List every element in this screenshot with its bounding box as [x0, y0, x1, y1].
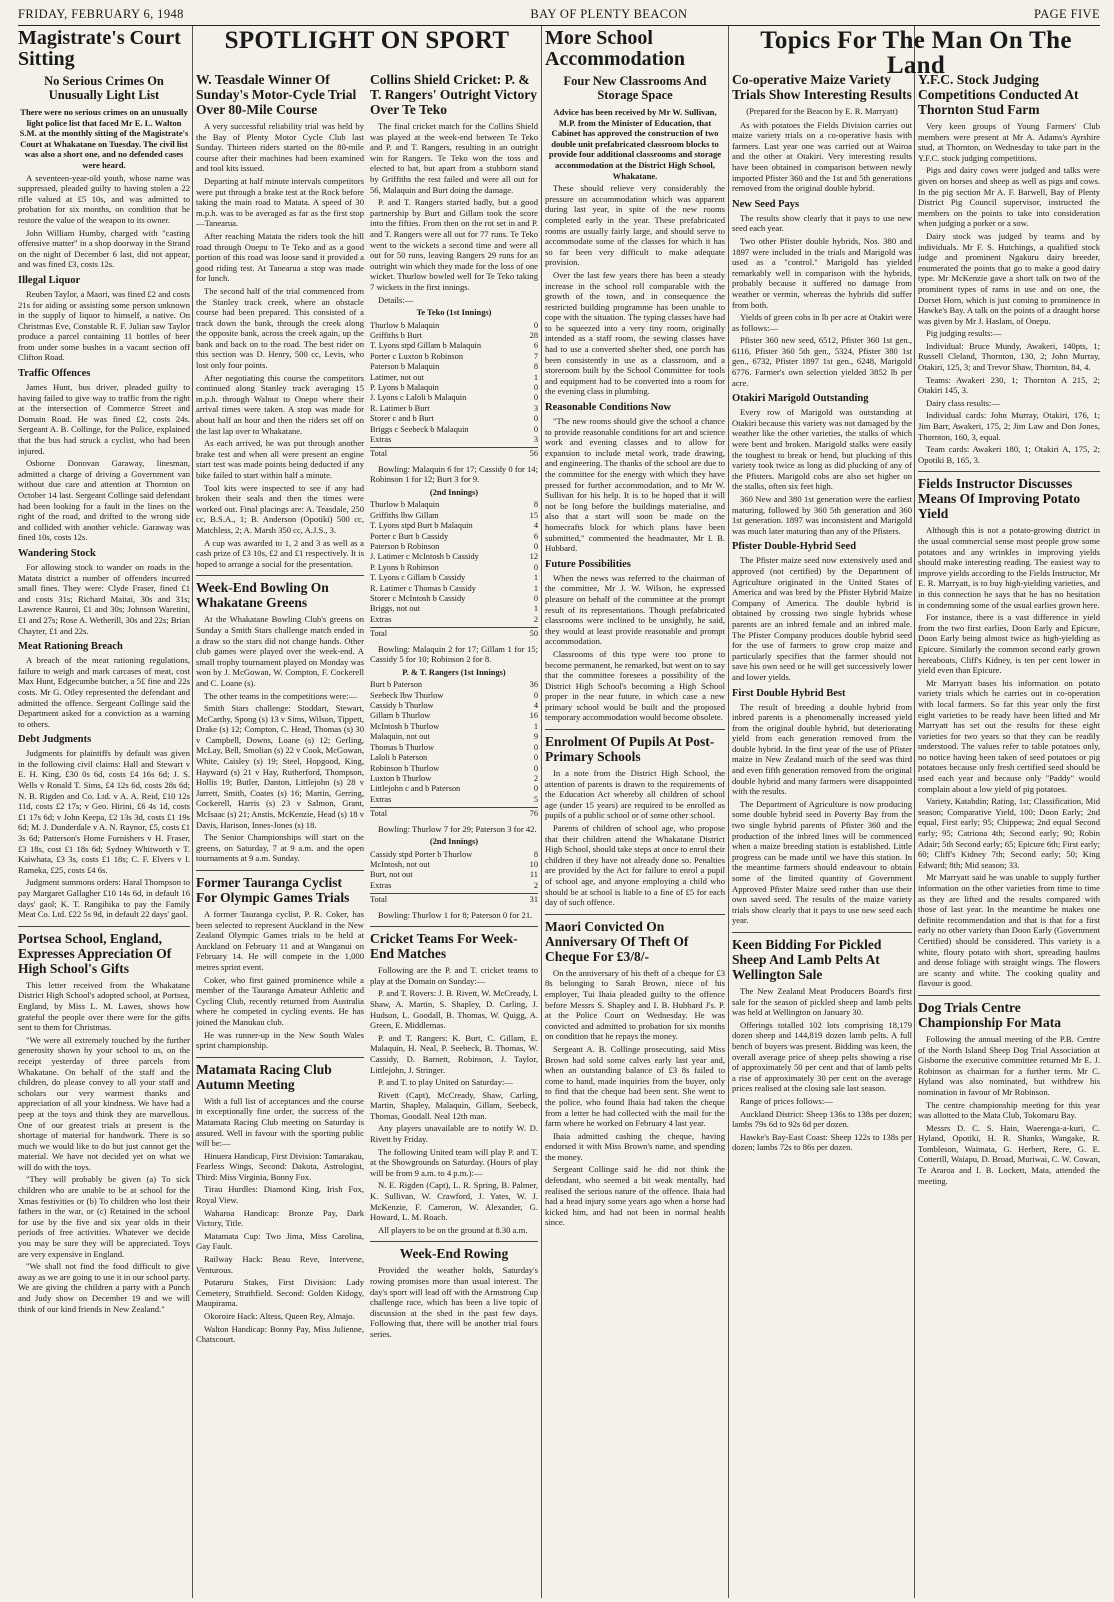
batsman-name: Briggs, not out [370, 604, 421, 614]
batting-row [370, 362, 538, 372]
headline-racing: Matamata Racing Club Autumn Meeting [196, 1057, 364, 1092]
paragraph: Provided the weather holds, Saturday's rowing promises more than usual interest. The day's sport will lead off with the Armstrong Cup challenge race, which has been a live topic of discussion at the shed in the past few days. Following that, there will be another trial fours series. [370, 1265, 538, 1339]
scorecard-te-teko-1 [370, 308, 538, 460]
batsman-name: R. Latimer b Burt [370, 403, 430, 413]
column-rule [541, 26, 542, 1598]
paragraph: "The new rooms should give the school a chance to provide reasonable conditions for art and science work and evening classes and to allow for expansion to include metal work, trade drawing, and engineering. The thanks of the school are due to the committee for the energy with which they have pressed for further accommodation, and to Mr W. Sullivan for his help. It is to be hoped that it will not be long before the buildings materialise, and also that a start will soon be made on the homecrafts block for which plans have been submitted," commented the headmaster, Mr I. B. Hubbard. [545, 416, 725, 554]
runs-value: 8 [533, 500, 538, 510]
paragraph: A former Tauranga cyclist, P. R. Coker, has been selected to represent Auckland in the New Zealand Olympic Games trials to be held at Auckland on February 11 and at Wanganui on February 14. He will compete in the 1,000 metres sprint event. [196, 909, 364, 972]
runs-value: 10 [529, 859, 538, 869]
runs-value: 0 [533, 753, 538, 763]
paragraph: Sergeant A. B. Collinge prosecuting, said Miss Brown had sold some calves early last year and, when an outstanding balance of £3 8s failed to come to hand, made inquiries from the buyer, only to find that the cheque had been sent. She went to the police, who found Ihaia had taken the cheque from a letter he had collected with the mail for the farm where he worked on February 4 last year. [545, 1043, 725, 1129]
batting-row [370, 552, 538, 562]
runs-value: 28 [529, 330, 538, 340]
batting-row [370, 795, 538, 805]
paragraph: A very successful reliability trial was held by the Bay of Plenty Motor Cycle Club last Sunday. Thirteen riders started on the 80-mile course after their machines had been examined and tool kits issued. [196, 121, 364, 174]
headline-maori-convicted: Maori Convicted On Anniversary Of Theft Of Cheque For £3/8/- [545, 914, 725, 964]
paragraph: Offerings totalled 102 lots comprising 18,179 dozen sheep and 144,819 dozen lamb pelts. A full bench of buyers was present. Bidding was keen, the overall average price of sheep pelts showing a rise of approximately 50 per cent and that of lamb pelts a rise of approximately 30 per cent on the average prices realised at the closing sale last season. [732, 1019, 912, 1094]
batting-row [370, 615, 538, 625]
scorecard-title: (2nd Innings) [429, 487, 479, 497]
batsman-name: Malaquin, not out [370, 732, 430, 742]
paragraph: The Senior Championships will start on the greens, on Saturday, 7 at 9 a.m. and the open tournaments at 9 a.m. Sunday. [196, 832, 364, 864]
paragraph: Departing at half minute intervals competitors were put through a brake test at the Rock before taking the main road to Matata. A speed of 30 m.p.h. was to be averaged as far as the first stop—Tanearua. [196, 175, 364, 229]
paragraph: Parents of children of school age, who propose that their children attend the Whakatane District High School, should take steps at once to enrol their children if they have not already done so. Penalties are provided by the Act for failure to enrol a pupil of school age, and anyone employing a child who should be at school is liable to a fine of £5 for each day of such offence. [545, 823, 725, 908]
paragraph: Mr Marryatt said he was unable to supply further information on the other varieties from time to time as they are lifted and the results compared with those of last year. In the meantime he makes one definite recommendation and that is that for a first early no other variety than Doon Early (Government Certified) should be considered. This variety is a white, floury potato with short, spreading haulms and dense foliage with straight wings. The flowers are scanty and white. The cooking quality and flavour is good. [918, 872, 1100, 989]
paragraph: The final cricket match for the Collins Shield was played at the week-end between Te Teko and P. and T. Rangers, resulting in an outright win for Rangers. Te Teko won the toss and elected to bat, but apart from a stubborn stand by Griffiths the rest failed and were all out for 56, Malaquin and Burt doing the damage. [370, 121, 538, 195]
paragraph: The result of breeding a double hybrid from inbred parents is a phenomenally increased yield from the original double hybrid, but deteriorating yield from each generation removed from the double hybrid. In the first year of the use of Pfister maize in New Zealand much of the seed was third and even fifth generation removed from the original double hybrid and many farmers were disappointed with the results. [732, 701, 912, 797]
paragraph: Matamata Cup: Two Jima, Miss Carolina, Gay Fault. [196, 1230, 364, 1252]
batsman-name: R. Latimer c Thomas b Cassidy [370, 583, 476, 593]
issue-date: FRIDAY, FEBRUARY 6, 1948 [18, 7, 184, 21]
paragraph: After negotiating this course the competitors continued along Stanley track averaging 15 m.p.h. through Walnut to Onepo where their arrival times were taken. A stop was made for about half an hour and then the riders set off on the last lap over to Whakatane. [196, 372, 364, 436]
headline-pelts: Keen Bidding For Pickled Sheep And Lamb Pelts At Wellington Sale [732, 932, 912, 982]
runs-value: 1 [533, 721, 538, 731]
paragraph: As each arrived, he was put through another brake test and when all were present an engine start test was made points being deducted if any bike failed to start within half a minute. [196, 438, 364, 480]
paragraph: The second half of the trial commenced from the Stanley track creek, where an obstacle course had been prepared. This consisted of a track down the bank, through the creek along the opposite bank, across the creek again, up the bank and back on to the road. The best rider on this section was D. Henry, 500 cc, Levis, who lost only four points. [196, 285, 364, 371]
batsman-name: Extras [370, 880, 392, 890]
batting-row [370, 784, 538, 794]
runs-value: 36 [529, 680, 538, 690]
total-value: 50 [529, 629, 538, 639]
paragraph: Bowling: Malaquin 2 for 17; Gillam 1 for 15; Cassidy 5 for 10; Robinson 2 for 8. [370, 643, 538, 665]
batsman-name: Briggs c Seebeck b Malaquin [370, 424, 469, 434]
runs-value: 0 [533, 320, 538, 330]
sidehead: First Double Hybrid Best [732, 687, 846, 699]
batting-row [370, 321, 538, 331]
paragraph: Judgment summons orders: Haral Thompson to pay Margaret Gallagher £10 14s 6d, in default 16 days' gaol; K. T. Rangihika to pay the Family Meat Co. Ltd. £22 5s 9d, in default 22 days' gaol. [18, 877, 190, 920]
paragraph: These should relieve very considerably the pressure on accommodation which was apparent during last year, in spite of the new rooms completed early in the year. These prefabricated rooms are usually fairly large, and should serve to accommodate some of the classes for which it has so far been very difficult to make adequate provision. [545, 183, 725, 268]
runs-value: 0 [533, 742, 538, 752]
paragraph: John William Humby, charged with "casting offensive matter" in a shop doorway in the Strand on the night of December 6 last, did not appear, and was fined £3, costs 12s. [18, 227, 190, 270]
paper-name: BAY OF PLENTY BEACON [530, 7, 688, 21]
batsman-name: J. Lyons c Laloli b Malaquin [370, 393, 467, 403]
runs-value: 0 [533, 562, 538, 572]
paragraph: Ihaia admitted cashing the cheque, having endorsed it with Miss Brown's name, and spending the money. [545, 1130, 725, 1162]
paragraph: Variety, Katahdin; Rating, 1st; Classification, Mid season; Comparative Yield, 100; Doon Early; 2nd equal, First early; 95; Chippewa; 2nd equal Second early; 95; Catriona 4th; Second early; 90; Robin Adair; 5th Second early; 65; Epicure 6th; First early; 60; Cliff's Kidney 7th; Second early; 50; King Edward; 8th; Mid season; 33. [918, 796, 1100, 870]
batting-row [370, 594, 538, 604]
batsman-name: T. Lyons stpd Gillam b Malaquin [370, 341, 482, 351]
batting-row [370, 604, 538, 614]
headline-yfc: Y.F.C. Stock Judging Competitions Conducted At Thornton Stud Farm [918, 72, 1079, 117]
batsman-name: Storer c McIntosh b Cassidy [370, 594, 466, 604]
paragraph: Bowling: Malaquin 6 for 17; Cassidy 0 for 14; Robinson 1 for 12; Burt 3 for 9. [370, 463, 538, 485]
batsman-name: Storer c and b Burt [370, 414, 434, 424]
batting-row [370, 881, 538, 891]
paragraph: Individual cards: John Murray, Otakiri, 176, 1; Jim Barr, Awakeri, 175, 2; Jim Law and Don Jones, Thornton, 160, 3, equal. [918, 410, 1100, 442]
paragraph: Walton Handicap: Bonny Pay, Miss Julienne, Chatscourt. [196, 1323, 364, 1345]
paragraph: Following the annual meeting of the P.B. Centre of the North Island Sheep Dog Trial Association at Gisborne the executive committee returned Mr E. J. Robinson as chairman for a further term. Mr C. Hyland was also nominated, but withdrew his nomination in favour of Mr Robinson. [918, 1033, 1100, 1097]
sidehead: Meat Rationing Breach [18, 641, 123, 653]
headline-rowing: Week-End Rowing [370, 1241, 538, 1261]
runs-value: 1 [533, 372, 538, 382]
paragraph: Railway Hack: Beau Reve, Intervene, Venturous. [196, 1254, 364, 1275]
column-motorcycle [196, 26, 364, 1598]
paragraph: Tirau Hurdles: Diamond King, Irish Fox, Royal View. [196, 1184, 364, 1206]
total-row: Total 56 [370, 449, 538, 459]
batsman-name: Paterson b Malaquin [370, 362, 440, 372]
paragraph: N. E. Rigden (Capt), L. R. Spring, B. Palmer, K. Sullivan, W. Crawford, J. Yates, W. J. McKenzie, F. Cameron, W. Alexander, G. Howard, L. M. Roach. [370, 1180, 538, 1223]
batsman-name: Latimer, not out [370, 372, 424, 382]
subhead-school: Four New Classrooms And Storage Space [563, 74, 707, 102]
batting-row [370, 500, 538, 510]
total-row: Total 50 [370, 629, 538, 639]
paragraph: Teams: Awakeri 230, 1; Thornton A 215, 2; Otakiri 145, 3. [918, 374, 1100, 396]
batting-row [370, 711, 538, 721]
batting-row [370, 542, 538, 552]
sidehead: Wandering Stock [18, 547, 96, 559]
paragraph: The Pfister maize seed now extensively used and approved (not certified) by the Department of Agriculture originated in the United States of America and was bred by the Pfister Hybrid Maize Company of America. The double hybrid is obtained by crossing two single hybrids whose parents are an inbred female and an inbred male. The Pfister Company produces double hybrid seed for the use of farmers to grow crop maize and particularly specifies that the farmer should not save his own seed or he will get successively lower and lower yields. [732, 555, 912, 682]
paragraph: Two other Pfister double hybrids, Nos. 380 and 1897 were included in the trials and Marigold was used as a "control." Marigold has yielded remarkably well in comparison with the hybrids, probably because it suffered no damage from weather or vermin, whereas the hybrids did suffer from both. [732, 235, 912, 310]
paragraph: Yields of green cobs in lb per acre at Otakiri were as follows:— [732, 312, 912, 333]
paragraph: This letter received from the Whakatane District High School's adopted school, at Portsea, England, by Miss L. M. Lawes, shows how grateful the people over there were for the gifts sent to them for Christmas. [18, 979, 190, 1033]
batsman-name: P. Lyons b Robinson [370, 562, 439, 572]
paragraph: Classrooms of this type were too prone to become permanent, he remarked, but went on to say that the committee foresees a possibility of the District High School's becoming a High School proper in the near future, in which case a new primary school would be built and the proposed temporary accommodation would become obsolete. [545, 648, 725, 723]
lead-paragraph: There were no serious crimes on an unusually light police list that faced Mr E. L. Walton S.M. at the monthly sitting of the Magistrate's Court at Whakatane on Tuesday. The civil list was also a short one, and no defended cases were heard. [19, 107, 189, 170]
paragraph: Auckland District: Sheep 136s to 138s per dozen; lambs 79s 6d to 92s 6d per dozen. [732, 1108, 912, 1130]
paragraph: Over the last few years there has been a steady increase in the school roll comparable with the growth of the town, and in consequence the restricted building programme has been unable to cope with the situation. The typing classes have had to be squeezed into a very tiny room, originally intended as a staff room, the sewing classes have had to use a converted shelter shed, one porch has been consistently in use as a classroom, and a storeroom built by the School Committee for tools and equipment had to be converted into a room for the evening class in plumbing. [545, 269, 725, 397]
runs-value: 2 [533, 614, 538, 624]
batting-row [370, 414, 538, 424]
batsman-name: Griffiths b Burt [370, 330, 422, 340]
batsman-name: Porter c Luxton b Robinson [370, 351, 464, 361]
scorecard-te-teko-2 [370, 488, 538, 640]
paragraph: Range of prices follows:— [740, 1095, 833, 1106]
runs-value: 0 [533, 424, 538, 434]
column-rule [914, 26, 915, 1598]
total-value: 76 [529, 809, 538, 819]
runs-value: 12 [529, 552, 538, 562]
headline-cricket-teams: Cricket Teams For Week-End Matches [370, 926, 538, 961]
runs-value: 0 [533, 594, 538, 604]
paragraph: "They will probably be given (a) To sick children who are unable to be at school for the Xmas festivities or (b) To children who lost their fathers in the war, or (c) Retained in the school for use by the five and six year olds in their periods of free activities. Whatever we decide you may be sure they will be appreciated. Toys are very expensive in England. [18, 1174, 190, 1259]
batting-row [370, 563, 538, 573]
paragraph: Pfister 360 new seed, 6512, Pfister 360 1st gen., 6116, Pfister 360 5th gen., 5324, Pfister 380 1st gen., 6732, Pfister 1897 1st gen., 6248, Marigold 6776. Farmer's own selection yielded 3852 lb per acre. [732, 335, 912, 388]
paragraph: Hinuera Handicap, First Division: Tamarakau, Fearless Wings, Second: Dakota, Astrologist, Third: Miss Virginia, Bonny Fox. [196, 1150, 364, 1182]
paragraph: The results show clearly that it pays to use new seed each year. [732, 212, 912, 234]
paragraph: In a note from the District High School, the attention of parents is drawn to the requirements of the Education Act whereby all children of school age (under 15 years) are required to be enrolled as pupils of a public school or of some other school. [545, 768, 725, 821]
runs-value: 3 [533, 403, 538, 413]
batting-row [370, 743, 538, 753]
batting-row [370, 331, 538, 341]
batsman-name: Thomas b Thurlow [370, 742, 435, 752]
runs-value: 0 [533, 690, 538, 700]
subhead-court: No Serious Crimes On Unusually Light List [44, 74, 164, 102]
column-rule [192, 26, 193, 1598]
batsman-name: Griffiths lbw Gillam [370, 510, 439, 520]
sidehead: Traffic Offences [18, 368, 91, 380]
runs-value: 11 [529, 870, 538, 880]
paragraph: The centre championship meeting for this year was allotted to the Mata Club, Tokomaru Bay. [918, 1099, 1100, 1121]
headline-cricket: Collins Shield Cricket: P. & T. Rangers' Outright Victory Over Te Teko [370, 72, 537, 117]
paragraph: P. and T. to play United on Saturday:— [378, 1077, 514, 1088]
runs-value: 8 [533, 849, 538, 859]
batsman-name: Burt b Paterson [370, 680, 423, 690]
column-court [18, 26, 190, 1598]
paragraph: Pigs and dairy cows were judged and talks were given on horses and sheep as well as pigs and cows. In the pig section Mr A. F. Barwell, Bay of Plenty District Pig Council supervisor, instructed the members on the points to take into consideration when judging a porker or a sow. [918, 165, 1100, 229]
batsman-name: T. Lyons c Gillam b Cassidy [370, 573, 466, 583]
batting-row [370, 732, 538, 742]
batting-row [370, 352, 538, 362]
paragraph: "We were all extremely touched by the further generosity shown by your school to us, on the receipt yesterday of three parcels from Whakatane. On behalf of the staff and the children, do please convey to all your staff and scholars our very warmest thanks and appreciation of all your kindness. We have had a peep at the toys and think they are marvellous. One of our greatest trials at present is the shortage of material for handwork. There is so much we would like to do but just cannot get the material. We have not decided yet on what we will do with the toys. [18, 1034, 190, 1172]
paragraph: The other teams in the competitions were:— [204, 690, 358, 701]
page-header [18, 4, 1100, 26]
runs-value: 0 [533, 382, 538, 392]
batsman-name: Extras [370, 614, 392, 624]
batting-row [370, 341, 538, 351]
paragraph: For allowing stock to wander on roads in the Matata district a number of offenders incurred small fines. They were: Clyde Fraser, fined £1 and costs 31s; Richard Maitai, 30s and 31s; Lawrence Rauroi, £1 and 30s; Johnson Waretini, £1 and 27s; Rose A. Wetherill, 30s and 22s; Brian Chayter, £1 and 22s. [18, 561, 190, 636]
paragraph: Tool kits were inspected to see if any had broken their seals and then the times were worked out. Final placings are: A. Teasdale, 250 cc, B.S.A., 1; B. Anderson (Opotiki) 500 cc, Matchless, 2; A. Marsh 350 cc, A.J.S., 3. [196, 482, 364, 535]
batting-row [370, 511, 538, 521]
scorecard-title: (2nd Innings) [429, 837, 479, 847]
column-school [545, 26, 725, 1598]
runs-value: 0 [533, 763, 538, 773]
batsman-name: Extras [370, 434, 392, 444]
batting-row [370, 870, 538, 880]
paragraph: Although this is not a potato-growing district in the usual commercial sense most people grow some potatoes and any wrinkles in improving yields should make interesting reading. The easiest way to improve yields according to the Fields Instructor, Mr E. R. Marryatt, is to buy high-yielding varieties, and in this connection he says that he has no hesitation in condemning some of the usual earlies grown here. [918, 525, 1100, 610]
runs-value: 15 [529, 510, 538, 520]
batting-row [370, 584, 538, 594]
batting-row [370, 435, 538, 445]
batsman-name: Gillam b Thurlow [370, 711, 431, 721]
paragraph: Details:— [378, 294, 414, 305]
paragraph: He was runner-up in the New South Wales sprint championship. [196, 1029, 364, 1051]
paragraph: Individual: Bruce Mundy, Awakeri, 140pts, 1; Russell Cleland, Thornton, 130, 2; John Murray, Otakiri, 125, 3; and Trevor Shaw, Thornton, 84, 4. [918, 340, 1100, 373]
paragraph: Waharoa Handicap: Bronze Pay, Dark Victory, Title. [196, 1207, 364, 1229]
sidehead: New Seed Pays [732, 198, 800, 210]
batting-row [370, 774, 538, 784]
batting-row [370, 532, 538, 542]
paragraph: For instance, there is a vast difference in yield from the two first earlies, Doon Early and Epicure, Doon Early being almost twice as high-yielding as Epicure. Similarly the common second early grown hereabouts, Cliff's Kidney, is ten per cent lower in yield even than Epicure. [918, 612, 1100, 676]
paragraph: Rivett (Capt), McCready, Shaw, Carling, Martin, Shapley, Malaquin, Gillam, Seebeck, Thomas, Goodall. Neal 12th man. [370, 1089, 538, 1121]
paragraph: Putaruru Stakes, First Division: Lady Cemetery, Strathfield. Second: Golden Kidogy, Maupirama. [196, 1277, 364, 1309]
paragraph: Judgments for plaintiffs by default was given in the following civil claims: Hall and Stewart v E. H. King, £30 0s 6d, costs £4 16s 6d; J. S. Wells v Ronald T. Sims, £4 12s 6d, costs 28s 6d; N. B. Rigden and Co. Ltd. v A. A. Reid, £10 12s 11d, costs £2 17s; v Geo. Hirini, £6 4s 1d, costs £1 17s 6d; v John Keepa, £2 13s 3d, costs £1 19s 6d; M. J. Dunderdale v A. N. Raynor, £5, costs £1 3s 6d; Patterson's Home Furnishers v H. Fraser, £3 18s, cost £1 18s 6d; Sydney Whitworth v T. Kaiwhata, £3 3s, costs £1 18s; C. F. Elvers v I. Rameka, £25, costs £4 6s. [18, 748, 190, 875]
headline-bowling: Week-End Bowling On Whakatane Greens [196, 575, 364, 610]
headline-portsea: Portsea School, England, Expresses Appreciation Of High School's Gifts [18, 926, 190, 976]
runs-value: 1 [533, 583, 538, 593]
column-cricket [370, 26, 538, 1598]
batting-row [370, 383, 538, 393]
paragraph: Okoroire Hack: Altess, Queen Rey, Almajo. [204, 1311, 355, 1321]
paragraph: Reuben Taylor, a Maori, was fined £2 and costs 21s for aiding or assisting some person unknown in the supply of liquor to himself, a native. On Christmas Eve, Constable R. F. Julian saw Taylor produce a parcel containing 11 bottles of beer from under some bushes in a vacant section off Clifton Road. [18, 288, 190, 363]
runs-value: 1 [533, 573, 538, 583]
headline-cyclist: Former Tauranga Cyclist For Olympic Games Trials [196, 870, 364, 905]
paragraph: The New Zealand Meat Producers Board's first sale for the season of pickled sheep and lamb pelts was held at Wellington on January 30. [732, 985, 912, 1018]
total-row: Total 76 [370, 809, 538, 819]
headline-potato: Fields Instructor Discusses Means Of Improving Potato Yield [918, 471, 1100, 521]
paragraph: Smith Stars challenge: Stoddart, Stewart, McCarthy, Spong (s) 13 v Sims, Wilson, Tippett, Drake (s) 12; Compton, C. Head, Thomas (s) 30 v Campbell, Downs, Loane (s) 12; Gerling, McLay, Bell, Smolian (s) 22 v Cook, McGowan, White, Caisley (s) 19; Steel, Hopgood, King, Hayward (s) 21 v Hay, Rutherford, Thompson, Hollis 19; Butler, Danton, Littlejohn (s) 28 v Jarrett, Smith, Coates (s) 16; Martin, Gerring, Cockerell, Harris (s) 23 v Salmon, Grant, McIsaac (s) 21; Anstis, McKenzie, Head (s) 18 v Davis, Harison, Innes-Jones (s) 18. [196, 703, 364, 830]
paragraph: Sergeant Collinge said he did not think the defendant, who seemed a bit weak mentally, had realised the serious nature of the offence. Ihaia had had a head injury some years ago when a horse had kicked him, and had not been in normal health since. [545, 1164, 725, 1228]
paragraph: P. and T. Rangers started badly, but a good partnership by Burt and Gillam took the score into the fifties. From then on the rot set in and P. and T. Rangers were all out for 77 runs. Te Teko went to the wickets a second time and were all out for 50 runs, leaving Rangers 29 runs for an outright win which they made for the loss of one wicket. Thurlow bowled well for Te Teko taking 7 wickets in the first innings. [370, 197, 538, 292]
paragraph: Dairy stock was judged by teams and by individuals. Mr F. S. Hutchings, a qualified stock judge and prominent Ngakuru dairy breeder, enumerated the points that go to make a good dairy type. Mr McKenzie gave a short talk on two of the prominent types of rams in use and on one, the Dorset Horn, which is just coming to prominence in Hawke's Bay. A talk on the points of a draught horse was given by Mr J. Haslam, of Onepu. [918, 230, 1100, 326]
runs-value: 9 [533, 732, 538, 742]
paragraph: A seventeen-year-old youth, whose name was suppressed, pleaded guilty to having stolen a 22 rifle valued at £5 10s, and was admitted to probation for six months, on condition that he restore the value of the weapon to its owner. [18, 172, 190, 225]
paragraph: Pig judging results:— [926, 328, 1002, 339]
total-value: 56 [529, 449, 538, 459]
batsman-name: J. Latimer c McIntosh b Cassidy [370, 552, 479, 562]
batsman-name: Paterson b Robinson [370, 542, 440, 551]
scorecard-rangers-1 [370, 668, 538, 820]
byline: (Prepared for the Beacon by E. R. Marryatt) [746, 106, 898, 116]
batting-row [370, 722, 538, 732]
paragraph: Mr Marryatt bases his information on potato variety trials which he carries out in co-operation with local farmers. So far this year only the first eight varieties to be ready have been lifted and Mr Marryatt has set out the results for these eight varieties for two years so that they can be readily understood. The values refer to table potatoes only, no notice having been taken of seed potatoes or pig potatoes because only fresh certified seed should be used each year and because only "Paddy" would complain about a low yield of pig potatoes. [918, 677, 1100, 794]
headline-enrolment: Enrolment Of Pupils At Post-Primary Schools [545, 729, 725, 764]
runs-value: 0 [533, 414, 538, 424]
batsman-name: McIntosh b Thurlow [370, 721, 440, 731]
paragraph: A breach of the meat rationing regulations, failure to weigh and mark carcases of meat, cost Max Hunt, Edgecumbe butcher, a 5£ fine and 22s costs. Mr G. Otley represented the defendant and admitted the offence. Sergeant Collinge said the Department asked for a conviction as a warning to others. [18, 655, 190, 729]
paragraph: On the anniversary of his theft of a cheque for £3 8s belonging to Sarah Brown, niece of his employer, Tui Ihaia pleaded guilty to the offence before Messrs S. Shapley and I. B. Hubbard J's. P. at the Police Court on Wednesday. He was convicted and admitted to probation for six months on condition that he repays the money. [545, 967, 725, 1042]
paragraph: 360 New and 380 1st generation were the earliest maturing, followed by 360 5th generation and 360 1st generation. 1897 was inconsistent and Marigold was much later maturing than any of the Pfisters. [732, 494, 912, 536]
batting-row [370, 425, 538, 435]
runs-value: 7 [533, 351, 538, 361]
total-row: Total 31 [370, 895, 538, 905]
runs-value: 3 [533, 434, 538, 444]
paragraph: All players to be on the ground at 8.30 a.m. [378, 1224, 528, 1235]
runs-value: 16 [529, 711, 538, 721]
sidehead: Illegal Liquor [18, 274, 81, 286]
batsman-name: Cassidy b Thurlow [370, 701, 434, 711]
paragraph: Coker, who first gained prominence while a member of the Tauranga Amateur Athletic and Cycling Club, recently returned from Australia where he competed in cycling events. He has joined the Manukau club. [196, 974, 364, 1027]
sidehead: Otakiri Marigold Outstanding [732, 393, 869, 405]
paragraph: Bowling: Thurlow 7 for 29; Paterson 3 for 42. [378, 823, 537, 834]
batting-row [370, 753, 538, 763]
batting-row [370, 701, 538, 711]
headline-maize: Co-operative Maize Variety Trials Show Interesting Results [732, 72, 912, 102]
batting-row [370, 691, 538, 701]
headline-court: Magistrate's Court Sitting [18, 27, 181, 70]
paragraph: The following United team will play P. and T. at the Showgrounds on Saturday. (Hours of play will be from 9 a.m. to 4 p.m.):— [370, 1146, 538, 1178]
runs-value: 2 [533, 880, 538, 890]
sidehead: Reasonable Conditions Now [545, 402, 672, 414]
land-banner: Topics For The Man On The Land [760, 27, 1072, 79]
column-yfc [918, 26, 1100, 1598]
paragraph: Following are the P. and T. cricket teams to play at the Domain on Sunday:— [370, 965, 538, 986]
paragraph: Dairy class results:— [926, 397, 1000, 408]
batsman-name: Luxton b Thurlow [370, 773, 432, 783]
scorecard-title: Te Teko (1st Innings) [416, 308, 492, 318]
paragraph: Every row of Marigold was outstanding at Otakiri because this variety was not damaged by the weather like the other varieties, the stalks of which were bent and broken. Marigold stalks were easily the toughest to break or bend, but plucking of this variety took twice as long as did plucking of any of the Pfisters. Marigold cobs are also set higher on the stalks, often six feet high. [732, 407, 912, 492]
batting-row [370, 521, 538, 531]
batting-row [370, 850, 538, 860]
page-number: PAGE FIVE [1033, 7, 1100, 21]
paragraph: At the Whakatane Bowling Club's greens on Sunday a Smith Stars challenge match ended in a draw so the stars did not change hands. Other club games were played over the week-end. A small trophy tournament played on Monday was won by J. McGowan, W. Compton, F. Cockerell and C. Loane (s). [196, 614, 364, 688]
sidehead: Future Possibilities [545, 558, 631, 570]
batsman-name: Robinson b Thurlow [370, 763, 440, 773]
runs-value: 5 [533, 794, 538, 804]
paragraph: Messrs D. C. S. Hain, Waerenga-a-kuri, C. Hyland, Opotiki, H. R. Shanks, Wangake, R. Tombleson, Waimata, G. Herbert, Rere, G. E. Cotterill, Waiapu, D. Broad, Muriwai, C. W. Cowan, Te Araroa and I. B. Lockett, Mata, attended the meeting. [918, 1122, 1100, 1186]
batsman-name: Cassidy stpd Porter b Thurlow [370, 849, 473, 859]
paragraph: Any players unavailable are to notify W. D. Rivett by Friday. [370, 1123, 538, 1145]
scorecard-title: P. & T. Rangers (1st Innings) [402, 667, 506, 677]
batsman-name: T. Lyons stpd Burt b Malaquin [370, 521, 473, 531]
batsman-name: McIntosh, not out [370, 859, 430, 869]
paragraph: With a full list of acceptances and the course in exceptionally fine order, the success of the Matamata Racing Club meeting on Saturday is assured. Well in favour with the sporting public will be:— [196, 1095, 364, 1149]
scorecard-rangers-2 [370, 837, 538, 905]
sidehead: Pfister Double-Hybrid Seed [732, 541, 857, 553]
batsman-name: Burt, not out [370, 870, 413, 880]
paragraph: A cup was awarded to 1, 2 and 3 as well as a cash prize of £3 10s, £2 and £1 respectively. It is hoped to arrange a social for the presentation. [196, 537, 364, 569]
sport-banner: SPOTLIGHT ON SPORT [224, 27, 510, 54]
runs-value: 0 [533, 393, 538, 403]
column-rule [728, 26, 729, 1598]
sidehead: Debt Judgments [18, 734, 92, 746]
headline-school: More School Accommodation [545, 27, 685, 70]
batting-row [370, 764, 538, 774]
paragraph: After reaching Matata the riders took the hill road through Onepu to Te Teko and as a good portion of this road was loose sand it provided a good riding test. At Tanearua a stop was made for lunch. [196, 230, 364, 284]
paragraph: Osborne Donovan Garaway, linesman, admitted a charge of driving a Government van without due care and attention at Thornton on October 14 last. Sergeant Collinge said defendant had been looking for a fault in the lines on the right of the road, and drifted to the wrong side and collided with another vehicle. Garaway was fined 10s, costs 12s. [18, 458, 190, 543]
batting-row [370, 860, 538, 870]
runs-value: 4 [533, 521, 538, 531]
runs-value: 4 [533, 701, 538, 711]
paragraph: P. and T. Rangers: K. Burt, C. Gillam, E. Malaquin, H. Neal, P. Seebeck, B. Thomas, W. Cassidy, D. Barnett, Robinson, J. Taylor, Littlejohn, J. Stringer. [370, 1032, 538, 1075]
runs-value: 2 [533, 773, 538, 783]
batsman-name: Thurlow b Malaquin [370, 500, 440, 510]
batsman-name: Thurlow b Malaquin [370, 320, 440, 330]
batting-row [370, 373, 538, 383]
batting-row [370, 404, 538, 414]
paragraph: Bowling: Thurlow 1 for 8; Paterson 0 for 21. [378, 909, 533, 920]
paragraph: P. and T. Rovers: J. B. Rivett, W. McCready, I. Shaw, A. Martin, S. Shapley, D. Carling, J. Hudson, L. Goodall, B. Thomas, W. Quigg, A. Green, E. Middlemas. [370, 988, 538, 1031]
paragraph: "We shall not find the food difficult to give away as we are going to use it in our school party. We are giving the children a party with a Punch and Judy show on December 19 and we will think of our kind friends in New Zealand." [18, 1261, 190, 1314]
paragraph: Team cards: Awakeri 180, 1; Otakiri A, 175, 2; Opotiki B, 165, 3. [918, 444, 1100, 465]
batting-row [370, 680, 538, 690]
batsman-name: Extras [370, 794, 392, 804]
runs-value: 1 [533, 604, 538, 614]
paragraph: James Hunt, bus driver, pleaded guilty to having failed to give way to traffic from the right at the intersection of Commerce Street and Domain Road. He was fined £2, costs 24s. Sergeant A. B. Collinge, for the Police, explained that the bus had struck a cyclist, who had been injured. [18, 382, 190, 456]
batsman-name: Seebeck lbw Thurlow [370, 690, 444, 700]
headline-motorcycle: W. Teasdale Winner Of Sunday's Motor-Cycle Trial Over 80-Mile Course [196, 72, 357, 117]
headline-dog-trials: Dog Trials Centre Championship For Mata [918, 995, 1100, 1030]
column-maize [732, 26, 912, 1598]
runs-value: 6 [533, 531, 538, 541]
paragraph: The Department of Agriculture is now producing some double hybrid seed in Poverty Bay from the two single hybrid parents of Pfister 360 and the production of the inbred lines will be commenced when a maize breeding station is established. Little progress can be made until we have this station. In the meantime farmers should endeavour to obtain some of the limited quantity of Government Approved Pfister Maize seed rather than use their own saved seed. The results of the maize variety trials show clearly that it pays to use new seed each year. [732, 798, 912, 926]
batsman-name: Porter c Burt b Cassidy [370, 531, 449, 541]
batsman-name: Littlejohn c and b Paterson [370, 784, 461, 794]
batting-row [370, 393, 538, 403]
batsman-name: P. Lyons b Malaquin [370, 382, 439, 392]
paragraph: When the news was referred to the chairman of the committee, Mr J. W. Wilson, he expressed pleasure on behalf of the committee at the prompt result of its representations. Though prefabricated classrooms were inclined to be unsightly, he said, they would at least provide reasonable and prompt accommodation. [545, 572, 725, 647]
paragraph: Hawke's Bay-East Coast: Sheep 122s to 138s per dozen; lambs 72s to 86s per dozen. [732, 1131, 912, 1153]
batsman-name: Laloli b Paterson [370, 753, 428, 763]
runs-value: 6 [533, 341, 538, 351]
lead-paragraph: Advice has been received by Mr W. Sullivan, M.P. from the Minister of Education, that Cabinet has approved the construction of two double unit prefabricated classroom blocks to provide four additional classrooms and storage accommodation at the District High School, Whakatane. [548, 107, 722, 181]
runs-value: 0 [533, 542, 538, 551]
total-value: 31 [529, 895, 538, 905]
batting-row [370, 573, 538, 583]
paragraph: As with potatoes the Fields Division carries out maize variety trials on a co-operative basis with farmers. Last year one was carried out at Wairoa and the other at Otakiri. Very interesting results have been obtained in comparison between newly imported Pfister 360 and the 1st and 5th generations removed from the original double hybrid. [732, 119, 912, 194]
paragraph: Very keen groups of Young Farmers' Club members were present at Mr A. Adams's Ayrshire stud, at Thornton, on Wednesday to take part in the Y.F.C. stock judging competitions. [918, 121, 1100, 163]
runs-value: 8 [533, 362, 538, 372]
runs-value: 0 [533, 784, 538, 794]
